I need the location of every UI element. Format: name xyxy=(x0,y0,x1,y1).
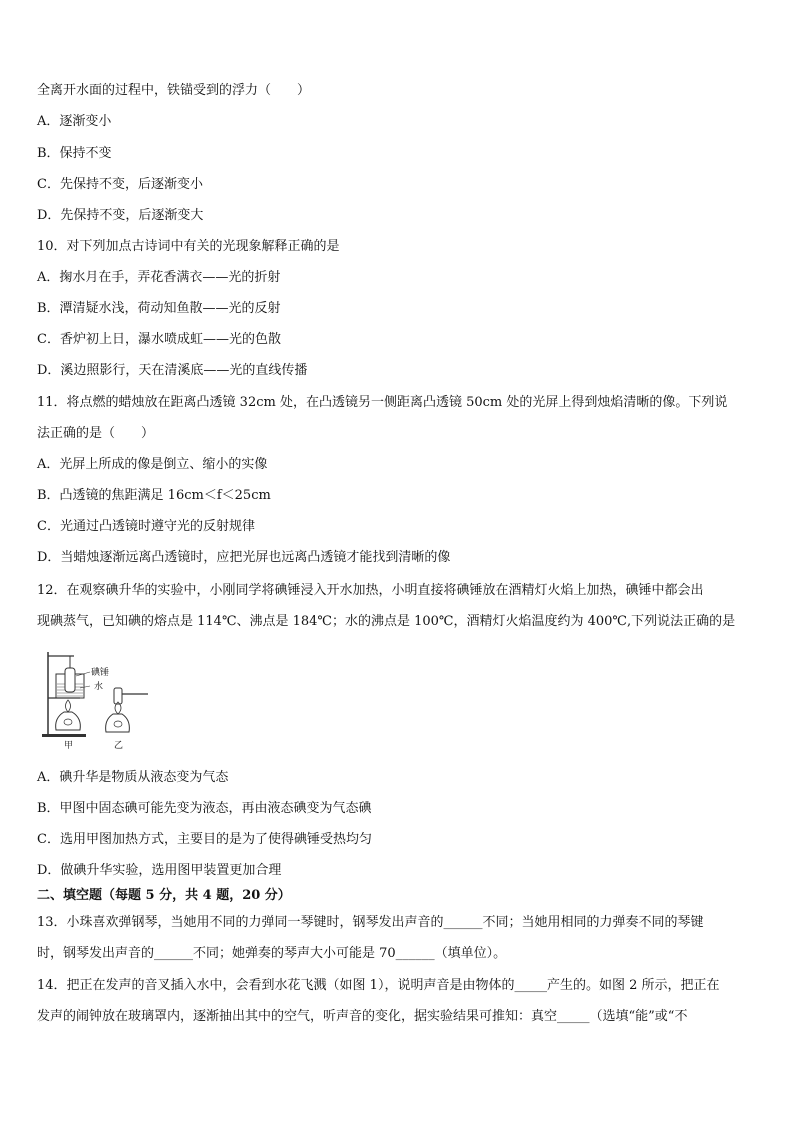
question-9-option-b: B．保持不变 xyxy=(37,146,112,161)
stand-base xyxy=(42,734,86,737)
question-9-option-a: A．逐渐变小 xyxy=(37,114,112,129)
question-9-option-d: D．先保持不变，后逐渐变大 xyxy=(37,208,204,223)
iodine-hammer-a xyxy=(65,668,75,692)
question-11-stem-cont: 法正确的是（ ） xyxy=(37,426,155,441)
question-13-stem: 13．小珠喜欢弹钢琴，当她用不同的力弹同一琴键时，钢琴发出声音的______不同；当她用相同的力弹奏不同的琴键 xyxy=(37,915,704,930)
question-11-stem: 11．将点燃的蜡烛放在距离凸透镜 32cm 处，在凸透镜另一侧距离凸透镜 50cm 处的光屏上得到烛焰清晰的像。下列说 xyxy=(37,395,728,410)
question-12-option-a: A．碘升华是物质从液态变为气态 xyxy=(37,770,229,785)
question-10-option-d: D．溪边照影行，天在清溪底——光的直线传播 xyxy=(37,363,308,378)
question-12-option-b: B．甲图中固态碘可能先变为液态，再由液态碘变为气态碘 xyxy=(37,801,372,816)
question-11-option-d: D．当蜡烛逐渐远离凸透镜时，应把光屏也远离凸透镜才能找到清晰的像 xyxy=(37,550,451,565)
question-14-stem: 14．把正在发声的音叉插入水中，会看到水花飞溅（如图 1），说明声音是由物体的_____产生的。如图 2 所示，把正在 xyxy=(37,978,720,993)
question-12-option-c: C．选用甲图加热方式，主要目的是为了使得碘锤受热均匀 xyxy=(37,832,372,847)
question-12-stem: 12．在观察碘升华的实验中，小刚同学将碘锤浸入开水加热，小明直接将碘锤放在酒精灯火焰上加热，碘锤中都会出 xyxy=(37,583,704,598)
apparatus-diagram xyxy=(40,648,160,758)
flame-a xyxy=(66,700,71,712)
question-10-option-b: B．潭清疑水浅，荷动知鱼散——光的反射 xyxy=(37,301,281,316)
question-12-option-d: D．做碘升华实验，选用图甲装置更加合理 xyxy=(37,863,282,878)
alcohol-lamp-a xyxy=(56,712,81,730)
question-10-option-a: A．掬水月在手，弄花香满衣——光的折射 xyxy=(37,270,281,285)
question-9-stem-tail: 全离开水面的过程中，铁锚受到的浮力（ ） xyxy=(37,83,311,98)
question-12-stem-cont: 现碘蒸气，已知碘的熔点是 114℃、沸点是 184℃；水的沸点是 100℃，酒精灯火焰温度约为 400℃,下列说法正确的是 xyxy=(37,614,736,629)
question-11-option-a: A．光屏上所成的像是倒立、缩小的实像 xyxy=(37,457,268,472)
label-iodine-hammer: 碘锤 xyxy=(91,668,110,678)
alcohol-lamp-b xyxy=(106,714,130,732)
question-10-option-c: C．香炉初上日，瀑水喷成虹——光的色散 xyxy=(37,332,281,347)
label-yi: 乙 xyxy=(114,741,124,751)
question-14-stem-cont: 发声的闹钟放在玻璃罩内，逐渐抽出其中的空气，听声音的变化，据实验结果可推知：真空_____（选填“能”或“不 xyxy=(37,1009,688,1024)
question-11-option-b: B．凸透镜的焦距满足 16cm＜f＜25cm xyxy=(37,488,271,503)
question-9-option-c: C．先保持不变，后逐渐变小 xyxy=(37,177,203,192)
section-heading-fill-in: 二、填空题（每题 5 分，共 4 题，20 分） xyxy=(37,888,291,903)
question-13-stem-cont: 时，钢琴发出声音的______不同；她弹奏的琴声大小可能是 70______（填单位）。 xyxy=(37,946,507,961)
question-11-option-c: C．光通过凸透镜时遵守光的反射规律 xyxy=(37,519,255,534)
iodine-sublimation-figure xyxy=(40,648,160,758)
label-water: 水 xyxy=(94,682,104,692)
label-jia: 甲 xyxy=(64,741,74,751)
question-10-stem: 10．对下列加点古诗词中有关的光现象解释正确的是 xyxy=(37,239,340,254)
